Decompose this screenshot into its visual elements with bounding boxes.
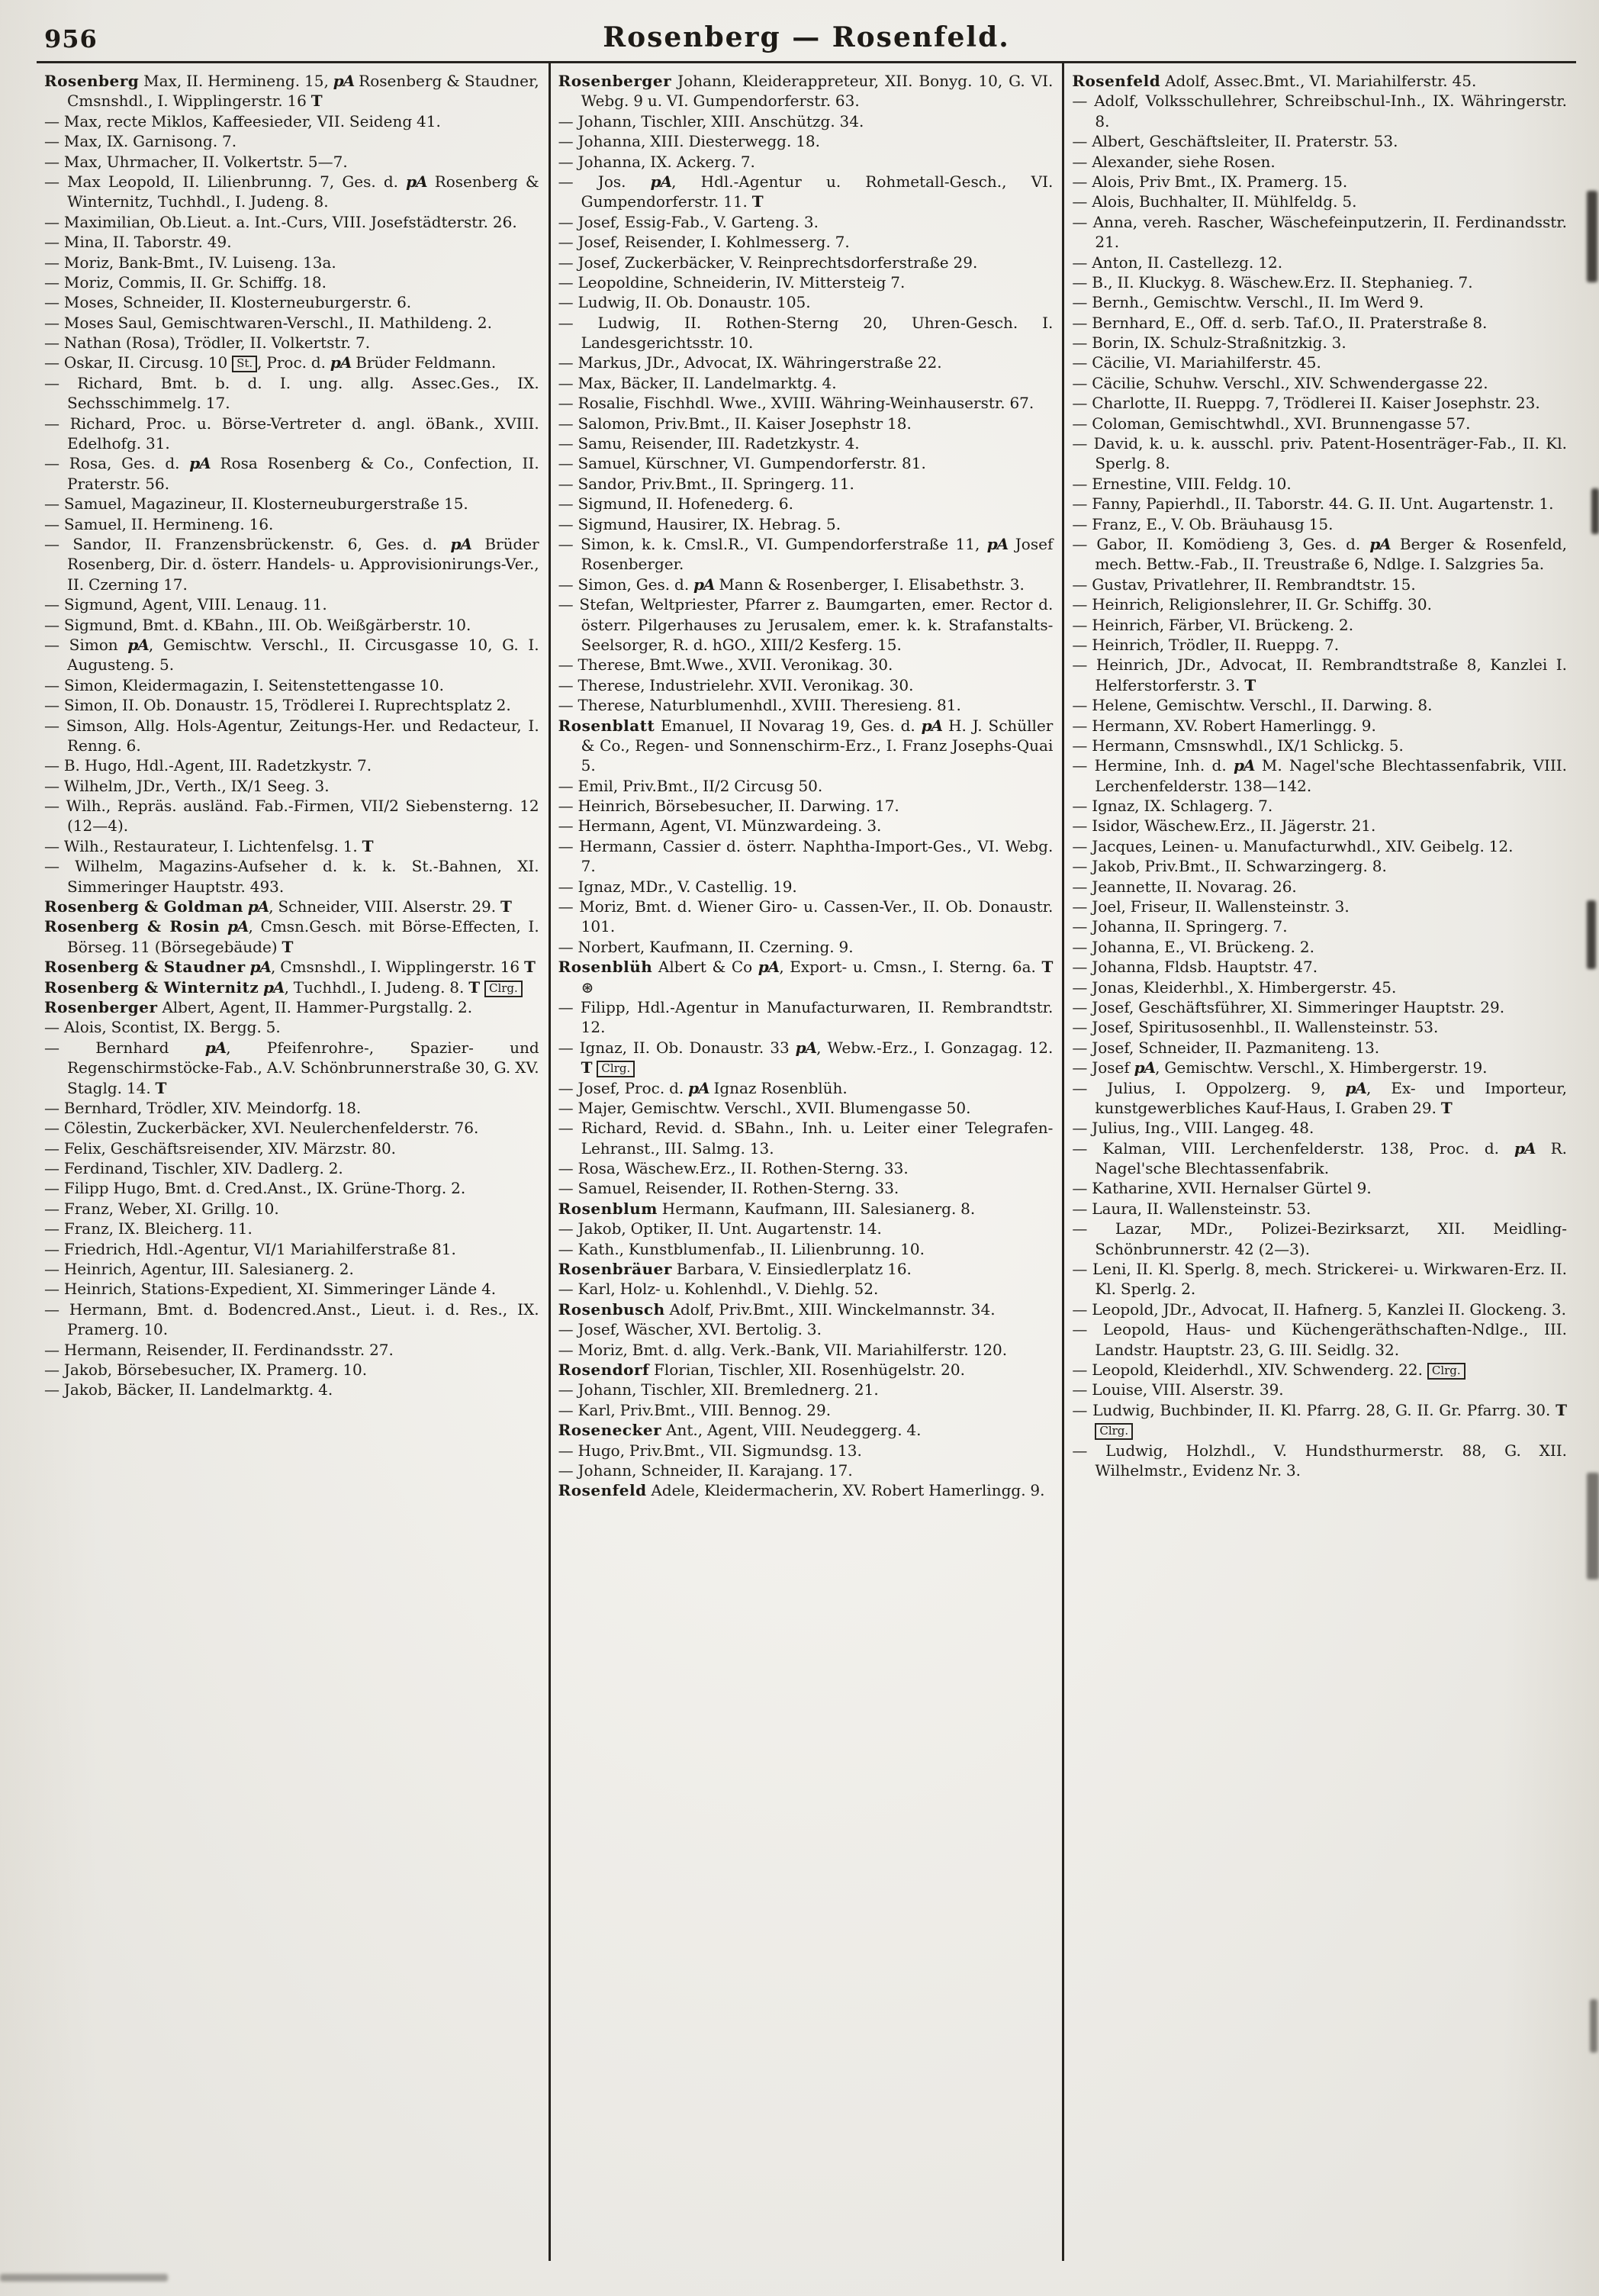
directory-entry: — Fanny, Papierhdl., II. Taborstr. 44. G. II. Unt. Augartenstr. 1. bbox=[1072, 494, 1554, 514]
directory-entry: — Heinrich, Stations-Expedient, XI. Simmeringer Lände 4. bbox=[44, 1280, 497, 1299]
directory-entry: — Bernhard, E., Off. d. serb. Taf.O., II. Praterstraße 8. bbox=[1072, 313, 1488, 332]
directory-entry: — Sandor, Priv.Bmt., II. Springerg. 11. bbox=[558, 474, 854, 493]
directory-entry: — Josef, Spiritusosenhbl., II. Wallensteinstr. 53. bbox=[1072, 1018, 1439, 1037]
directory-entry: — Josef, Proc. d. pA Ignaz Rosenblüh. bbox=[558, 1078, 848, 1097]
firm-sign: pA bbox=[650, 172, 672, 191]
firm-sign: pA bbox=[127, 635, 149, 654]
firm-sign: pA bbox=[1369, 534, 1391, 553]
firm-sign: pA bbox=[758, 958, 780, 977]
directory-entry: — Cäcilie, Schuhw. Verschl., XIV. Schwendergasse 22. bbox=[1072, 373, 1488, 392]
directory-entry: — Max, recte Miklos, Kaffeesieder, VII. Seideng 41. bbox=[44, 111, 441, 130]
firm-sign: pA bbox=[330, 353, 352, 372]
directory-entry: — Jakob, Bäcker, II. Landelmarktg. 4. bbox=[44, 1380, 333, 1399]
directory-entry: — Filipp, Hdl.-Agentur in Manufacturwaren, II. Rembrandtstr. 12. bbox=[558, 997, 1054, 1037]
directory-entry: — Moses, Schneider, II. Klosterneuburgerstr. 6. bbox=[44, 293, 412, 312]
directory-entry: — Moriz, Bmt. d. Wiener Giro- u. Cassen-Ver., II. Ob. Donaustr. 101. bbox=[558, 897, 1054, 936]
directory-entry: — Norbert, Kaufmann, II. Czerning. 9. bbox=[558, 937, 854, 956]
directory-entry: — Felix, Geschäftsreisender, XIV. Märzstr. 80. bbox=[44, 1138, 397, 1158]
directory-entry: — Bernhard pA, Pfeifenrohre-, Spazier- und Regenschirmstöcke-Fab., A.V. Schönbrunnerstraße 30, G. XV. Staglg. 14. T bbox=[44, 1038, 539, 1097]
directory-entry: — Cäcilie, VI. Mariahilferstr. 45. bbox=[1072, 353, 1321, 372]
directory-entry: — Friedrich, Hdl.-Agentur, VI/1 Mariahilferstraße 81. bbox=[44, 1239, 456, 1258]
scan-artifact bbox=[1587, 900, 1596, 969]
directory-entry: — Samuel, Kürschner, VI. Gumpendorferstr. 81. bbox=[558, 454, 926, 473]
directory-entry: — Kath., Kunstblumenfab., II. Lilienbrunng. 10. bbox=[558, 1239, 925, 1258]
telephone-mark: T bbox=[1440, 1098, 1453, 1117]
telephone-mark: T bbox=[1556, 1400, 1568, 1419]
directory-entry: — Heinrich, JDr., Advocat, II. Rembrandtstraße 8, Kanzlei I. Helferstorferstr. 3. T bbox=[1072, 655, 1568, 694]
directory-entry: — Samu, Reisender, III. Radetzkystr. 4. bbox=[558, 434, 860, 453]
directory-entry: — Jonas, Kleiderhbl., X. Himbergerstr. 45. bbox=[1072, 977, 1397, 997]
directory-entry: — Hermann, Cmsnswhdl., IX/1 Schlickg. 5. bbox=[1072, 736, 1404, 755]
directory-entry: Rosenblatt Emanuel, II Novarag 19, Ges. d. pA H. J. Schüller & Co., Regen- und Sonnenschirm-Erz., I. Franz Josephs-Quai 5. bbox=[558, 716, 1054, 775]
directory-entry: — Ignaz, IX. Schlagerg. 7. bbox=[1072, 797, 1273, 816]
directory-entry: — Nathan (Rosa), Trödler, II. Volkertstr. 7. bbox=[44, 333, 371, 353]
directory-entry: — Heinrich, Börsebesucher, II. Darwing. 17. bbox=[558, 797, 899, 816]
directory-entry: — Jakob, Optiker, II. Unt. Augartenstr. 14. bbox=[558, 1219, 882, 1238]
directory-entry: — Moriz, Bank-Bmt., IV. Luiseng. 13a. bbox=[44, 253, 336, 272]
directory-entry: — Hermann, Bmt. d. Bodencred.Anst., Lieut. i. d. Res., IX. Pramerg. 10. bbox=[44, 1299, 539, 1339]
directory-entry: — Johanna, XIII. Diesterwegg. 18. bbox=[558, 132, 820, 151]
directory-entry: — Lazar, MDr., Polizei-Bezirksarzt, XII. Meidling-Schönbrunnerstr. 42 (2—3). bbox=[1072, 1219, 1568, 1258]
directory-entry: — Josef, Essig-Fab., V. Garteng. 3. bbox=[558, 212, 819, 231]
directory-entry: — Louise, VIII. Alserstr. 39. bbox=[1072, 1380, 1284, 1399]
directory-entry: — Franz, IX. Bleicherg. 11. bbox=[44, 1219, 253, 1238]
directory-entry: — Anton, II. Castellezg. 12. bbox=[1072, 253, 1283, 272]
scan-artifact bbox=[1587, 191, 1597, 282]
firm-sign: pA bbox=[450, 534, 471, 553]
directory-entry: — Rosa, Ges. d. pA Rosa Rosenberg & Co., Confection, II. Praterstr. 56. bbox=[44, 454, 539, 493]
scan-artifact bbox=[1591, 488, 1599, 534]
directory-entry: — Heinrich, Trödler, II. Rueppg. 7. bbox=[1072, 635, 1340, 654]
directory-entry: — Wilh., Restaurateur, I. Lichtenfelsg. 1. T bbox=[44, 836, 374, 855]
directory-entry: — Heinrich, Agentur, III. Salesianerg. 2. bbox=[44, 1260, 354, 1279]
telephone-mark: T bbox=[581, 1058, 593, 1077]
directory-entry: — Josef, Zuckerbäcker, V. Reinprechtsdorferstraße 29. bbox=[558, 253, 978, 272]
directory-entry: — Ferdinand, Tischler, XIV. Dadlerg. 2. bbox=[44, 1159, 343, 1178]
directory-entry: — Moses Saul, Gemischtwaren-Verschl., II. Mathildeng. 2. bbox=[44, 313, 492, 332]
directory-entry: — Markus, JDr., Advocat, IX. Währingerstraße 22. bbox=[558, 353, 942, 372]
directory-entry: — Helene, Gemischtw. Verschl., II. Darwing. 8. bbox=[1072, 696, 1433, 715]
directory-entry: Rosenberger Johann, Kleiderappreteur, XII. Bonyg. 10, G. VI. Webg. 9 u. VI. Gumpendorferstr. 63. bbox=[558, 72, 1054, 111]
directory-entry: Rosenecker Ant., Agent, VIII. Neudeggerg. 4. bbox=[558, 1421, 922, 1440]
directory-entry: — Joel, Friseur, II. Wallensteinstr. 3. bbox=[1072, 897, 1350, 916]
directory-entry: — Leopoldine, Schneiderin, IV. Mittersteig 7. bbox=[558, 272, 906, 291]
directory-entry: — Max, Bäcker, II. Landelmarktg. 4. bbox=[558, 373, 837, 392]
firm-sign: pA bbox=[795, 1038, 817, 1057]
directory-entry: — Josef, Reisender, I. Kohlmesserg. 7. bbox=[558, 233, 850, 252]
directory-entry: — Alexander, siehe Rosen. bbox=[1072, 152, 1276, 171]
directory-entry: — Therese, Bmt.Wwe., XVII. Veronikag. 30. bbox=[558, 655, 893, 675]
firm-sign: pA bbox=[263, 977, 285, 997]
directory-entry: — Emil, Priv.Bmt., II/2 Circusg 50. bbox=[558, 776, 823, 795]
directory-entry: — B., II. Kluckyg. 8. Wäschew.Erz. II. Stephanieg. 7. bbox=[1072, 272, 1473, 291]
directory-entry: — Ludwig, II. Rothen-Sterng 20, Uhren-Gesch. I. Landesgerichtsstr. 10. bbox=[558, 313, 1054, 353]
directory-entry: — Samuel, II. Hermineng. 16. bbox=[44, 514, 274, 533]
firm-sign: pA bbox=[333, 72, 355, 90]
directory-entry: — Jacques, Leinen- u. Manufacturwhdl., XIV. Geibelg. 12. bbox=[1072, 836, 1514, 855]
directory-entry: — Simon, Ges. d. pA Mann & Rosenberger, I. Elisabethstr. 3. bbox=[558, 575, 1025, 594]
directory-entry: — Ludwig, II. Ob. Donaustr. 105. bbox=[558, 293, 811, 312]
directory-entry: Rosenberg & Winternitz pA, Tuchhdl., I. Judeng. 8. T Clrg. bbox=[44, 977, 539, 997]
entry-surname: Rosenberger bbox=[44, 997, 158, 1016]
directory-column-2 bbox=[549, 63, 1063, 2261]
directory-entry: — Wilhelm, JDr., Verth., IX/1 Seeg. 3. bbox=[44, 776, 330, 795]
directory-entry: Rosenblüh Albert & Co pA, Export- u. Cmsn., I. Sterng. 6a. T ⊛ bbox=[558, 958, 1054, 997]
directory-entry: — Gabor, II. Komödieng 3, Ges. d. pA Berger & Rosenfeld, mech. Bettw.-Fab., II. Treustraße 6, Ndlge. I. Salzgries 5a. bbox=[1072, 534, 1568, 574]
registry-mark: Clrg. bbox=[1095, 1423, 1133, 1440]
telephone-mark: T bbox=[500, 897, 512, 916]
entry-surname: Rosenberg & Winternitz bbox=[44, 977, 259, 997]
directory-entry: — Filipp Hugo, Bmt. d. Cred.Anst., IX. Grüne-Thorg. 2. bbox=[44, 1179, 466, 1198]
directory-entry: — Kalman, VIII. Lerchenfelderstr. 138, Proc. d. pA R. Nagel'sche Blechtassenfabrik. bbox=[1072, 1138, 1568, 1178]
entry-surname: Rosenberger bbox=[558, 72, 672, 90]
directory-entry: — Simon pA, Gemischtw. Verschl., II. Circusgasse 10, G. I. Augusteng. 5. bbox=[44, 635, 539, 675]
directory-entry: Rosenblum Hermann, Kaufmann, III. Salesianerg. 8. bbox=[558, 1199, 976, 1218]
entry-surname: Rosenfeld bbox=[558, 1481, 647, 1500]
directory-entry: Rosenbusch Adolf, Priv.Bmt., XIII. Winckelmannstr. 34. bbox=[558, 1299, 996, 1319]
directory-entry: — Bernhard, Trödler, XIV. Meindorfg. 18. bbox=[44, 1098, 362, 1117]
directory-entry: — Adolf, Volksschullehrer, Schreibschul-Inh., IX. Währingerstr. 8. bbox=[1072, 92, 1568, 130]
directory-entry: — Hugo, Priv.Bmt., VII. Sigmundsg. 13. bbox=[558, 1441, 862, 1460]
directory-entry: — Bernh., Gemischtw. Verschl., II. Im Werd 9. bbox=[1072, 293, 1424, 312]
directory-entry: — Hermann, Reisender, II. Ferdinandsstr. 27. bbox=[44, 1340, 394, 1359]
telephone-mark: T bbox=[1041, 958, 1054, 977]
directory-entry: — Max Leopold, II. Lilienbrunng. 7, Ges. d. pA Rosenberg & Winternitz, Tuchhdl., I. Judeng. 8. bbox=[44, 172, 539, 211]
directory-entry: — Laura, II. Wallensteinstr. 53. bbox=[1072, 1199, 1311, 1218]
entry-surname: Rosenblüh bbox=[558, 958, 653, 977]
directory-entry: — Rosalie, Fischhdl. Wwe., XVIII. Währing-Weinhauserstr. 67. bbox=[558, 394, 1034, 413]
directory-entry: — Sigmund, II. Hofenederg. 6. bbox=[558, 494, 793, 514]
directory-entry: — Josef, Wäscher, XVI. Bertolig. 3. bbox=[558, 1320, 822, 1339]
firm-sign: pA bbox=[247, 897, 269, 916]
directory-entry: — Johanna, E., VI. Brückeng. 2. bbox=[1072, 937, 1314, 956]
directory-entry: — Leopold, Kleiderhdl., XIV. Schwenderg. 22. Clrg. bbox=[1072, 1360, 1567, 1380]
directory-entry: — Wilh., Repräs. ausländ. Fab.-Firmen, VII/2 Siebensterng. 12 (12—4). bbox=[44, 797, 539, 836]
entry-surname: Rosendorf bbox=[558, 1361, 650, 1379]
directory-entry: — Ignaz, II. Ob. Donaustr. 33 pA, Webw.-Erz., I. Gonzagag. 12. T Clrg. bbox=[558, 1038, 1054, 1077]
directory-entry: — Leopold, JDr., Advocat, II. Hafnerg. 5, Kanzlei II. Glockeng. 3. bbox=[1072, 1299, 1566, 1319]
telephone-mark: T bbox=[310, 92, 323, 111]
directory-entry: Rosenberg & Goldman pA, Schneider, VIII. Alserstr. 29. T bbox=[44, 897, 512, 916]
telephone-mark: T bbox=[362, 836, 374, 855]
directory-entry: — Josef pA, Gemischtw. Verschl., X. Himbergerstr. 19. bbox=[1072, 1058, 1488, 1077]
firm-sign: pA bbox=[1134, 1058, 1156, 1077]
directory-entry: — Max, IX. Garnisong. 7. bbox=[44, 132, 237, 151]
scan-artifact bbox=[1587, 1473, 1599, 1580]
directory-entry: — Ludwig, Holzhdl., V. Hundsthurmerstr. 88, G. XII. Wilhelmstr., Evidenz Nr. 3. bbox=[1072, 1441, 1568, 1480]
directory-entry: Rosenfeld Adele, Kleidermacherin, XV. Robert Hamerlingg. 9. bbox=[558, 1481, 1045, 1500]
entry-surname: Rosenblum bbox=[558, 1199, 658, 1218]
directory-entry: — Leni, II. Kl. Sperlg. 8, mech. Strickerei- u. Wirkwaren-Erz. II. Kl. Sperlg. 2. bbox=[1072, 1260, 1568, 1299]
entry-surname: Rosenbräuer bbox=[558, 1260, 672, 1279]
telephone-mark: T bbox=[282, 937, 294, 956]
directory-entry: — Simon, k. k. Cmsl.R., VI. Gumpendorferstraße 11, pA Josef Rosenberger. bbox=[558, 534, 1054, 574]
directory-entry: Rosenbräuer Barbara, V. Einsiedlerplatz 16. bbox=[558, 1260, 912, 1279]
directory-entry: Rosenberg & Staudner pA, Cmsnshdl., I. Wipplingerstr. 16 T bbox=[44, 958, 536, 977]
directory-entry: — Wilhelm, Magazins-Aufseher d. k. k. St.-Bahnen, XI. Simmeringer Hauptstr. 493. bbox=[44, 857, 539, 896]
directory-entry: — Ignaz, MDr., V. Castellig. 19. bbox=[558, 877, 797, 896]
directory-entry: — Maximilian, Ob.Lieut. a. Int.-Curs, VIII. Josefstädterstr. 26. bbox=[44, 212, 517, 231]
telephone-mark: T bbox=[155, 1078, 167, 1097]
directory-entry: — Johann, Tischler, XIII. Anschützg. 34. bbox=[558, 111, 864, 130]
directory-entry: — Salomon, Priv.Bmt., II. Kaiser Josephstr 18. bbox=[558, 414, 912, 433]
directory-entry: — Isidor, Wäschew.Erz., II. Jägerstr. 21. bbox=[1072, 816, 1376, 836]
registry-mark: Clrg. bbox=[1427, 1363, 1465, 1380]
registry-mark: St. bbox=[232, 356, 257, 372]
directory-columns bbox=[37, 61, 1576, 2261]
directory-entry: — Simon, II. Ob. Donaustr. 15, Trödlerei I. Ruprechtsplatz 2. bbox=[44, 696, 511, 715]
directory-entry: — Charlotte, II. Rueppg. 7, Trödlerei II. Kaiser Josephstr. 23. bbox=[1072, 394, 1540, 413]
directory-entry: — Johanna, II. Springerg. 7. bbox=[1072, 917, 1288, 936]
directory-entry: Rosenfeld Adolf, Assec.Bmt., VI. Mariahilferstr. 45. bbox=[1072, 72, 1477, 90]
directory-entry: — Richard, Bmt. b. d. I. ung. allg. Assec.Ges., IX. Sechsschimmelg. 17. bbox=[44, 373, 539, 413]
directory-entry: — Josef, Geschäftsführer, XI. Simmeringer Hauptstr. 29. bbox=[1072, 997, 1505, 1016]
directory-entry: — Rosa, Wäschew.Erz., II. Rothen-Sterng. 33. bbox=[558, 1159, 909, 1178]
directory-entry: — Hermann, Cassier d. österr. Naphtha-Import-Ges., VI. Webg. 7. bbox=[558, 836, 1054, 876]
directory-entry: — Karl, Holz- u. Kohlenhdl., V. Diehlg. 52. bbox=[558, 1280, 879, 1299]
directory-entry: — Simon, Kleidermagazin, I. Seitenstettengasse 10. bbox=[44, 675, 444, 694]
directory-entry: — Sigmund, Bmt. d. KBahn., III. Ob. Weißgärberstr. 10. bbox=[44, 615, 471, 634]
entry-surname: Rosenberg & Goldman bbox=[44, 897, 243, 916]
page-header bbox=[37, 20, 1576, 61]
directory-column-1 bbox=[37, 63, 549, 2261]
directory-entry: — Stefan, Weltpriester, Pfarrer z. Baumgarten, emer. Rector d. österr. Pilgerhauses zu Jerusalem, emer. k. k. Strafanstalts-Seelsorger, R. d. hGO., XIII/2 Kesferg. 15. bbox=[558, 595, 1054, 654]
directory-entry: Rosendorf Florian, Tischler, XII. Rosenhügelstr. 20. bbox=[558, 1361, 965, 1379]
directory-entry: — Simson, Allg. Hols-Agentur, Zeitungs-Her. und Redacteur, I. Renng. 6. bbox=[44, 716, 539, 755]
entry-surname: Rosenberg bbox=[44, 72, 140, 90]
directory-entry: — Gustav, Privatlehrer, II. Rembrandtstr. 15. bbox=[1072, 575, 1416, 594]
telephone-mark: T bbox=[751, 192, 764, 211]
directory-entry: — Johanna, IX. Ackerg. 7. bbox=[558, 152, 755, 171]
directory-entry: — Alois, Scontist, IX. Bergg. 5. bbox=[44, 1018, 281, 1037]
directory-entry: — Leopold, Haus- und Küchengeräthschaften-Ndlge., III. Landstr. Hauptstr. 23, G. III. Seidlg. 32. bbox=[1072, 1320, 1568, 1359]
entry-surname: Rosenberg & Staudner bbox=[44, 958, 246, 977]
directory-entry: — Samuel, Magazineur, II. Klosterneuburgerstraße 15. bbox=[44, 494, 468, 514]
directory-entry: — Johanna, Fldsb. Hauptstr. 47. bbox=[1072, 958, 1318, 977]
directory-entry: — Franz, E., V. Ob. Bräuhausg 15. bbox=[1072, 514, 1334, 533]
directory-entry: — Therese, Naturblumenhdl., XVIII. Theresieng. 81. bbox=[558, 696, 961, 715]
firm-sign: pA bbox=[189, 454, 211, 473]
directory-entry: — Jakob, Börsebesucher, IX. Pramerg. 10. bbox=[44, 1361, 368, 1379]
firm-sign: pA bbox=[249, 958, 272, 977]
directory-entry: — Max, Uhrmacher, II. Volkertstr. 5—7. bbox=[44, 152, 348, 171]
directory-entry: — Ernestine, VIII. Feldg. 10. bbox=[1072, 474, 1292, 493]
directory-entry: — Alois, Buchhalter, II. Mühlfeldg. 5. bbox=[1072, 192, 1357, 211]
directory-entry: — Hermine, Inh. d. pA M. Nagel'sche Blechtassenfabrik, VIII. Lerchenfelderstr. 138—142. bbox=[1072, 756, 1568, 795]
telephone-mark: T bbox=[523, 958, 536, 977]
directory-entry: — Alois, Priv Bmt., IX. Pramerg. 15. bbox=[1072, 172, 1348, 191]
directory-entry: — Jakob, Priv.Bmt., II. Schwarzingerg. 8. bbox=[1072, 857, 1387, 876]
firm-sign: pA bbox=[693, 575, 715, 594]
directory-entry: Rosenberger Albert, Agent, II. Hammer-Purgstallg. 2. bbox=[44, 997, 473, 1016]
registry-mark: Clrg. bbox=[597, 1061, 635, 1077]
directory-entry: Rosenberg Max, II. Hermineng. 15, pA Rosenberg & Staudner, Cmsnshdl., I. Wipplingerstr. 16 T bbox=[44, 72, 539, 111]
directory-column-3 bbox=[1062, 63, 1576, 2261]
directory-entry: — B. Hugo, Hdl.-Agent, III. Radetzkystr. 7. bbox=[44, 756, 372, 775]
firm-sign: pA bbox=[204, 1038, 227, 1057]
directory-entry: — Majer, Gemischtw. Verschl., XVII. Blumengasse 50. bbox=[558, 1098, 971, 1117]
scan-artifact bbox=[1590, 1999, 1597, 2053]
directory-entry: — Katharine, XVII. Hernalser Gürtel 9. bbox=[1072, 1179, 1372, 1198]
entry-surname: Rosenblatt bbox=[558, 716, 655, 735]
directory-entry: — Mina, II. Taborstr. 49. bbox=[44, 233, 232, 252]
directory-entry: — Hermann, XV. Robert Hamerlingg. 9. bbox=[1072, 716, 1376, 735]
directory-entry: — Borin, IX. Schulz-Straßnitzkig. 3. bbox=[1072, 333, 1346, 353]
firm-sign: pA bbox=[986, 534, 1009, 553]
directory-entry: — Albert, Geschäftsleiter, II. Praterstr. 53. bbox=[1072, 132, 1398, 151]
directory-entry: — Julius, Ing., VIII. Langeg. 48. bbox=[1072, 1119, 1314, 1138]
registry-mark: Clrg. bbox=[484, 981, 523, 997]
firm-sign: pA bbox=[688, 1078, 709, 1097]
directory-entry: — Hermann, Agent, VI. Münzwardeing. 3. bbox=[558, 816, 882, 836]
directory-entry: — Sandor, II. Franzensbrückenstr. 6, Ges. d. pA Brüder Rosenberg, Dir. d. österr. Handels- u. Approvisionirungs-Ver., II. Czerning 17. bbox=[44, 534, 539, 594]
entry-surname: Rosenfeld bbox=[1072, 72, 1161, 90]
firm-sign: pA bbox=[921, 716, 943, 735]
scan-artifact bbox=[0, 2274, 168, 2282]
directory-entry: — Josef, Schneider, II. Pazmaniteng. 13. bbox=[1072, 1038, 1380, 1057]
directory-entry: — Coloman, Gemischtwhdl., XVI. Brunnengasse 57. bbox=[1072, 414, 1471, 433]
directory-entry: — Moriz, Commis, II. Gr. Schiffg. 18. bbox=[44, 272, 327, 291]
directory-entry: — Cölestin, Zuckerbäcker, XVI. Neulerchenfelderstr. 76. bbox=[44, 1119, 479, 1138]
directory-entry: — Heinrich, Religionslehrer, II. Gr. Schiffg. 30. bbox=[1072, 595, 1432, 614]
directory-entry: — Johann, Schneider, II. Karajang. 17. bbox=[558, 1460, 853, 1480]
firm-sign: pA bbox=[227, 917, 249, 936]
telephone-mark: T bbox=[468, 977, 481, 997]
directory-entry: — Samuel, Reisender, II. Rothen-Sterng. 33. bbox=[558, 1179, 899, 1198]
entry-surname: Rosenecker bbox=[558, 1421, 662, 1440]
directory-entry: — Franz, Weber, XI. Grillg. 10. bbox=[44, 1199, 279, 1218]
directory-entry: — Richard, Proc. u. Börse-Vertreter d. angl. öBank., XVIII. Edelhofg. 31. bbox=[44, 414, 539, 453]
firm-sign: pA bbox=[1345, 1078, 1367, 1097]
directory-entry: — Heinrich, Färber, VI. Brückeng. 2. bbox=[1072, 615, 1354, 634]
directory-entry: Rosenberg & Rosin pA, Cmsn.Gesch. mit Börse-Effecten, I. Börseg. 11 (Börsegebäude) T bbox=[44, 917, 539, 956]
entry-surname: Rosenbusch bbox=[558, 1299, 665, 1319]
directory-entry: — Johann, Tischler, XII. Bremlednerg. 21. bbox=[558, 1380, 879, 1399]
firm-sign: pA bbox=[1514, 1138, 1536, 1158]
telephone-mark: T bbox=[1244, 675, 1256, 694]
page-title: Rosenberg — Rosenfeld. bbox=[603, 21, 1010, 53]
directory-entry: — Karl, Priv.Bmt., VIII. Bennog. 29. bbox=[558, 1400, 832, 1419]
directory-entry: — Jeannette, II. Novarag. 26. bbox=[1072, 877, 1297, 896]
page-number: 956 bbox=[44, 24, 98, 53]
directory-entry: — Sigmund, Agent, VIII. Lenaug. 11. bbox=[44, 595, 327, 614]
entry-surname: Rosenberg & Rosin bbox=[44, 917, 220, 936]
firm-sign: pA bbox=[1234, 756, 1255, 775]
directory-entry: — Richard, Revid. d. SBahn., Inh. u. Leiter einer Telegrafen-Lehranst., III. Salmg. 13. bbox=[558, 1119, 1054, 1158]
firm-sign: pA bbox=[406, 172, 427, 191]
directory-entry: — Ludwig, Buchbinder, II. Kl. Pfarrg. 28, G. II. Gr. Pfarrg. 30. T Clrg. bbox=[1072, 1400, 1567, 1441]
directory-entry: — Therese, Industrielehr. XVII. Veronikag. 30. bbox=[558, 675, 914, 694]
directory-entry: — Sigmund, Hausirer, IX. Hebrag. 5. bbox=[558, 514, 841, 533]
directory-entry: — Moriz, Bmt. d. allg. Verk.-Bank, VII. Mariahilferstr. 120. bbox=[558, 1340, 1008, 1359]
directory-entry: — Anna, vereh. Rascher, Wäschefeinputzerin, II. Ferdinandsstr. 21. bbox=[1072, 212, 1568, 252]
directory-entry: — David, k. u. k. ausschl. priv. Patent-Hosenträger-Fab., II. Kl. Sperlg. 8. bbox=[1072, 434, 1568, 473]
directory-entry: — Jos. pA, Hdl.-Agentur u. Rohmetall-Gesch., VI. Gumpendorferstr. 11. T bbox=[558, 172, 1054, 211]
directory-entry: — Oskar, II. Circusg. 10 St. , Proc. d. pA Brüder Feldmann. bbox=[44, 353, 497, 372]
directory-entry: — Julius, I. Oppolzerg. 9, pA, Ex- und Importeur, kunstgewerbliches Kauf-Haus, I. Graben 29. T bbox=[1072, 1078, 1568, 1117]
